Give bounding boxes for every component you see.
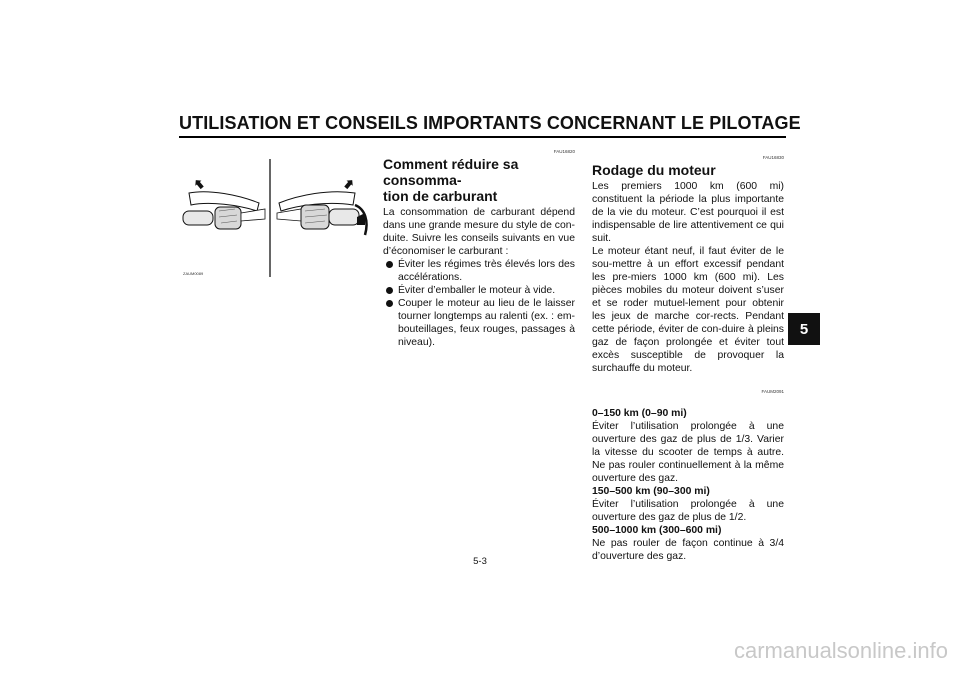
page-header-title: UTILISATION ET CONSEILS IMPORTANTS CONCERNANT LE PILOTAGE bbox=[179, 113, 801, 133]
stage-heading: 500–1000 km (300–600 mi) bbox=[592, 525, 722, 536]
right-arrow-icon bbox=[343, 178, 356, 191]
bullet-icon bbox=[386, 261, 393, 268]
left-grip-icon bbox=[183, 192, 265, 229]
paragraph: Le moteur étant neuf, il faut éviter de le sou-mettre à un effort excessif pendant les pre-miers 1000 km (600 mi). Les pièces mobiles du moteur doivent s’user et se roder mutuel-lement pour obtenir les jeux de marche cor-rects. Pendant cette période, éviter de con-duire à pleins gaz de façon prolongée et éviter tout excès susceptible de provoquer la surchauffe du moteur. bbox=[592, 246, 784, 374]
page-number: 5-3 bbox=[473, 556, 487, 567]
section-title-line1: Comment réduire sa consomma- bbox=[383, 156, 519, 188]
section-title-line2: tion de carburant bbox=[383, 188, 498, 204]
stage-text: Ne pas rouler de façon continue à 3/4 d’ouverture des gaz. bbox=[592, 538, 784, 562]
header-rule bbox=[179, 136, 786, 138]
chapter-tab: 5 bbox=[788, 313, 820, 345]
right-grip-icon bbox=[277, 192, 367, 235]
stage-heading: 0–150 km (0–90 mi) bbox=[592, 408, 687, 419]
bullet-list bbox=[383, 258, 575, 349]
section-code: FAU16830 bbox=[762, 155, 784, 160]
section-title bbox=[383, 156, 575, 204]
list-item-text: Éviter les régimes très élevés lors des accélérations. bbox=[398, 259, 575, 283]
stage-text: Éviter l’utilisation prolongée à une ouverture des gaz de plus de 1/2. bbox=[592, 499, 784, 523]
list-item bbox=[383, 284, 575, 297]
stage-heading: 150–500 km (90–300 mi) bbox=[592, 486, 710, 497]
figure-code: ZAUM0089 bbox=[183, 271, 204, 276]
list-item-text: Couper le moteur au lieu de le laisser tourner longtemps au ralenti (ex. : em-bouteillages, feux rouges, passages à niveau). bbox=[398, 298, 575, 348]
handlebar-throttle-illustration bbox=[179, 159, 375, 279]
list-item-text: Éviter d’emballer le moteur à vide. bbox=[398, 285, 556, 296]
section-intro: La consommation de carburant dépend dans une grande mesure du style de con-duite. Suivre les conseils suivants en vue d’économiser le carburant : bbox=[383, 207, 575, 257]
stage-text: Éviter l’utilisation prolongée à une ouverture des gaz de plus de 1/3. Varier la vitesse du scooter de temps à autre. Ne pas rouler continuellement à la même ouverture des gaz. bbox=[592, 421, 784, 484]
section-title: Rodage du moteur bbox=[592, 162, 716, 178]
fuel-economy-section bbox=[383, 149, 575, 349]
list-item bbox=[383, 258, 575, 284]
bullet-icon bbox=[386, 287, 393, 294]
list-item bbox=[383, 297, 575, 349]
section-code: FAU16820 bbox=[553, 149, 575, 154]
watermark: carmanualsonline.info bbox=[733, 638, 948, 663]
paragraph: Les premiers 1000 km (600 mi) constituent la période la plus importante de la vie du moteur. C’est pourquoi il est indispensable de lire attentivement ce qui suit. bbox=[592, 181, 784, 244]
left-arrow-icon bbox=[193, 178, 206, 191]
engine-break-in-section bbox=[592, 155, 784, 563]
subsection-code: FAUM2091 bbox=[761, 389, 784, 394]
bullet-icon bbox=[386, 300, 393, 307]
